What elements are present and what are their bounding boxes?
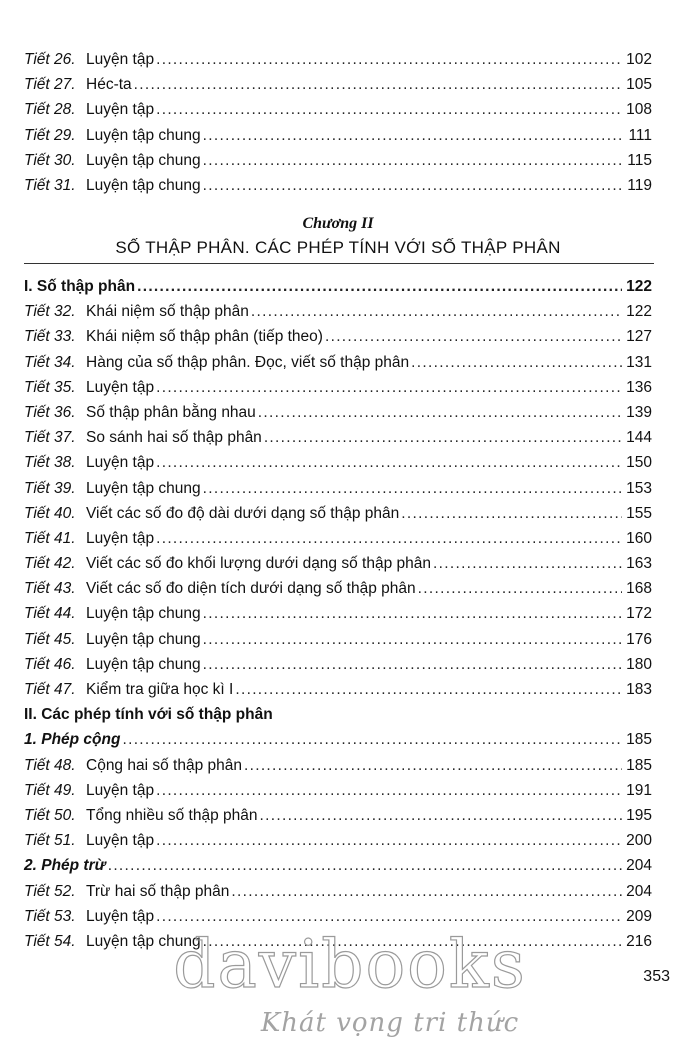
toc-entry bbox=[24, 425, 652, 450]
page-number: 119 bbox=[627, 176, 652, 194]
chapter-label: Chương II bbox=[302, 215, 374, 232]
page-number: 176 bbox=[626, 630, 652, 648]
leader-dots bbox=[156, 47, 622, 72]
toc-entry bbox=[24, 173, 652, 198]
leader-dots bbox=[258, 400, 622, 425]
leader-dots bbox=[122, 727, 622, 752]
lesson-number: Tiết 36. bbox=[24, 403, 76, 421]
page-number: 195 bbox=[626, 806, 652, 824]
leader-dots bbox=[156, 375, 622, 400]
lesson-number: Tiết 45. bbox=[24, 630, 76, 648]
leader-dots bbox=[203, 476, 622, 501]
page-number: 108 bbox=[626, 101, 652, 119]
page-number: 105 bbox=[626, 76, 652, 94]
lesson-number: Tiết 54. bbox=[24, 932, 76, 950]
page-number: 163 bbox=[626, 555, 652, 573]
leader-dots bbox=[156, 778, 622, 803]
toc-entry bbox=[24, 627, 652, 652]
toc-entry bbox=[24, 350, 652, 375]
leader-dots bbox=[235, 677, 622, 702]
page-number: 200 bbox=[626, 832, 652, 850]
page-number: 111 bbox=[628, 126, 652, 144]
subsection-heading bbox=[24, 727, 652, 752]
lesson-title: Luyện tập bbox=[86, 529, 155, 547]
lesson-number: Tiết 27. bbox=[24, 76, 76, 94]
lesson-number: Tiết 30. bbox=[24, 151, 76, 169]
toc-entry bbox=[24, 576, 652, 601]
page-number: 168 bbox=[626, 580, 652, 598]
lesson-number: Tiết 34. bbox=[24, 353, 76, 371]
lesson-number: Tiết 50. bbox=[24, 806, 76, 824]
lesson-title: Khái niệm số thập phân bbox=[86, 303, 249, 321]
toc-entry bbox=[24, 324, 652, 349]
toc-entry bbox=[24, 97, 652, 122]
section-title: I. Số thập phân bbox=[24, 278, 136, 295]
lesson-number: Tiết 49. bbox=[24, 781, 76, 799]
lesson-number: Tiết 38. bbox=[24, 454, 76, 472]
chapter-divider bbox=[24, 263, 654, 264]
page-number: 144 bbox=[626, 429, 652, 447]
toc-entry bbox=[24, 450, 652, 475]
leader-dots bbox=[203, 123, 622, 148]
subsection-title: 1. Phép cộng bbox=[24, 731, 121, 749]
lesson-title: Luyện tập bbox=[86, 907, 155, 925]
lesson-number: Tiết 52. bbox=[24, 882, 76, 900]
leader-dots bbox=[203, 652, 622, 677]
section-heading: II. Các phép tính với số thập phân bbox=[24, 706, 273, 724]
chapter-title: SỐ THẬP PHÂN. CÁC PHÉP TÍNH VỚI SỐ THẬP PHÂN bbox=[115, 238, 561, 257]
leader-dots bbox=[231, 879, 622, 904]
lesson-number: Tiết 40. bbox=[24, 504, 76, 522]
lesson-title: Luyện tập chung bbox=[86, 630, 201, 648]
lesson-title: Luyện tập bbox=[86, 832, 155, 850]
lesson-title: Héc-ta bbox=[86, 76, 132, 94]
page-number: 185 bbox=[626, 756, 652, 774]
leader-dots bbox=[108, 853, 622, 878]
leader-dots bbox=[325, 324, 622, 349]
leader-dots bbox=[203, 148, 622, 173]
leader-dots bbox=[418, 576, 622, 601]
toc-entry bbox=[24, 47, 652, 72]
leader-dots bbox=[260, 803, 623, 828]
leader-dots bbox=[251, 299, 622, 324]
subsection-title: 2. Phép trừ bbox=[24, 857, 106, 875]
toc-entry bbox=[24, 753, 652, 778]
toc-entry bbox=[24, 476, 652, 501]
lesson-number: Tiết 26. bbox=[24, 51, 76, 68]
lesson-number: Tiết 41. bbox=[24, 529, 76, 547]
page-number: 183 bbox=[626, 681, 652, 698]
lesson-title: Khái niệm số thập phân (tiếp theo) bbox=[86, 328, 323, 346]
watermark-tagline: Khát vọng tri thức bbox=[260, 1008, 520, 1038]
toc-entry bbox=[24, 803, 652, 828]
page-number: 185 bbox=[626, 731, 652, 749]
leader-dots bbox=[156, 526, 622, 551]
toc-top bbox=[24, 47, 652, 198]
toc-entry bbox=[24, 551, 652, 576]
page-number: 136 bbox=[626, 378, 652, 396]
toc-entry bbox=[24, 123, 652, 148]
lesson-title: Viết các số đo diện tích dưới dạng số thập phân bbox=[86, 580, 416, 598]
chapter-heading bbox=[24, 214, 652, 260]
toc-entry bbox=[24, 148, 652, 173]
leader-dots bbox=[244, 753, 622, 778]
lesson-title: Luyện tập bbox=[86, 101, 155, 119]
section-heading bbox=[24, 274, 652, 299]
lesson-title: Luyện tập chung bbox=[86, 151, 201, 169]
lesson-number: Tiết 31. bbox=[24, 176, 76, 194]
lesson-number: Tiết 42. bbox=[24, 555, 76, 573]
leader-dots bbox=[156, 828, 622, 853]
toc-entry bbox=[24, 501, 652, 526]
page-number: 155 bbox=[626, 504, 652, 522]
lesson-title: Luyện tập chung bbox=[86, 176, 201, 194]
lesson-title: Cộng hai số thập phân bbox=[86, 756, 242, 774]
lesson-number: Tiết 43. bbox=[24, 580, 76, 598]
leader-dots bbox=[134, 72, 622, 97]
page-number: 131 bbox=[626, 353, 652, 371]
lesson-number: Tiết 39. bbox=[24, 479, 76, 497]
lesson-title: Luyện tập chung bbox=[86, 655, 201, 673]
lesson-number: Tiết 53. bbox=[24, 907, 76, 925]
lesson-number: Tiết 48. bbox=[24, 756, 76, 774]
page-number: 115 bbox=[627, 151, 652, 169]
lesson-number: Tiết 33. bbox=[24, 328, 76, 346]
leader-dots bbox=[203, 173, 622, 198]
toc-entry bbox=[24, 601, 652, 626]
leader-dots bbox=[156, 97, 622, 122]
lesson-title: Luyện tập bbox=[86, 51, 155, 68]
page-number: 180 bbox=[626, 655, 652, 673]
page-number: 216 bbox=[626, 932, 652, 950]
lesson-number: Tiết 35. bbox=[24, 378, 76, 396]
lesson-title: Luyện tập chung bbox=[86, 479, 201, 497]
toc-entry bbox=[24, 879, 652, 904]
lesson-title: Luyện tập chung bbox=[86, 126, 201, 144]
lesson-number: Tiết 46. bbox=[24, 655, 76, 673]
toc-entry bbox=[24, 526, 652, 551]
toc-entry bbox=[24, 652, 652, 677]
lesson-title: Luyện tập chung bbox=[86, 605, 201, 623]
leader-dots bbox=[411, 350, 622, 375]
page-folio: 353 bbox=[643, 968, 670, 985]
page-number: 191 bbox=[626, 781, 652, 799]
lesson-number: Tiết 29. bbox=[24, 126, 76, 144]
leader-dots bbox=[203, 601, 622, 626]
page-number: 153 bbox=[626, 479, 652, 497]
page-number: 204 bbox=[626, 857, 652, 875]
page-number: 172 bbox=[626, 605, 652, 623]
lesson-title: Hàng của số thập phân. Đọc, viết số thập phân bbox=[86, 353, 410, 371]
lesson-title: Luyện tập bbox=[86, 454, 155, 472]
leader-dots bbox=[401, 501, 622, 526]
lesson-number: Tiết 28. bbox=[24, 101, 76, 119]
page-number: 139 bbox=[626, 403, 652, 421]
leader-dots bbox=[137, 274, 622, 299]
page-number: 204 bbox=[626, 882, 652, 900]
lesson-title: Tổng nhiều số thập phân bbox=[86, 806, 258, 824]
lesson-title: Viết các số đo khối lượng dưới dạng số thập phân bbox=[86, 555, 431, 573]
lesson-title: Số thập phân bằng nhau bbox=[86, 403, 256, 421]
page-number: 127 bbox=[626, 328, 652, 346]
toc-entry bbox=[24, 778, 652, 803]
page-number: 102 bbox=[626, 51, 652, 68]
page-number: 122 bbox=[626, 303, 652, 321]
toc-entry bbox=[24, 72, 652, 97]
lesson-number: Tiết 47. bbox=[24, 681, 76, 698]
lesson-title: Viết các số đo độ dài dưới dạng số thập phân bbox=[86, 504, 400, 522]
page-number: 160 bbox=[626, 529, 652, 547]
subsection-heading bbox=[24, 853, 652, 878]
leader-dots bbox=[433, 551, 622, 576]
leader-dots bbox=[264, 425, 622, 450]
lesson-title: Trừ hai số thập phân bbox=[86, 882, 230, 900]
toc-entry bbox=[24, 299, 652, 324]
toc-entry bbox=[24, 400, 652, 425]
lesson-number: Tiết 32. bbox=[24, 303, 76, 321]
lesson-title: So sánh hai số thập phân bbox=[86, 429, 262, 447]
lesson-number: Tiết 44. bbox=[24, 605, 76, 623]
lesson-number: Tiết 51. bbox=[24, 832, 76, 850]
lesson-number: Tiết 37. bbox=[24, 429, 76, 447]
page-number: 150 bbox=[626, 454, 652, 472]
toc-entry bbox=[24, 677, 652, 702]
toc-entry bbox=[24, 375, 652, 400]
toc-chapter-2 bbox=[24, 274, 652, 954]
watermark-logo: davibooks bbox=[173, 926, 527, 1003]
lesson-title: Kiểm tra giữa học kì I bbox=[86, 681, 234, 698]
lesson-title: Luyện tập bbox=[86, 781, 155, 799]
leader-dots bbox=[203, 627, 622, 652]
page-number: 122 bbox=[626, 278, 652, 295]
lesson-title: Luyện tập chung bbox=[86, 932, 201, 950]
toc-entry bbox=[24, 828, 652, 853]
leader-dots bbox=[156, 450, 622, 475]
lesson-title: Luyện tập bbox=[86, 378, 155, 396]
page-number: 209 bbox=[626, 907, 652, 925]
